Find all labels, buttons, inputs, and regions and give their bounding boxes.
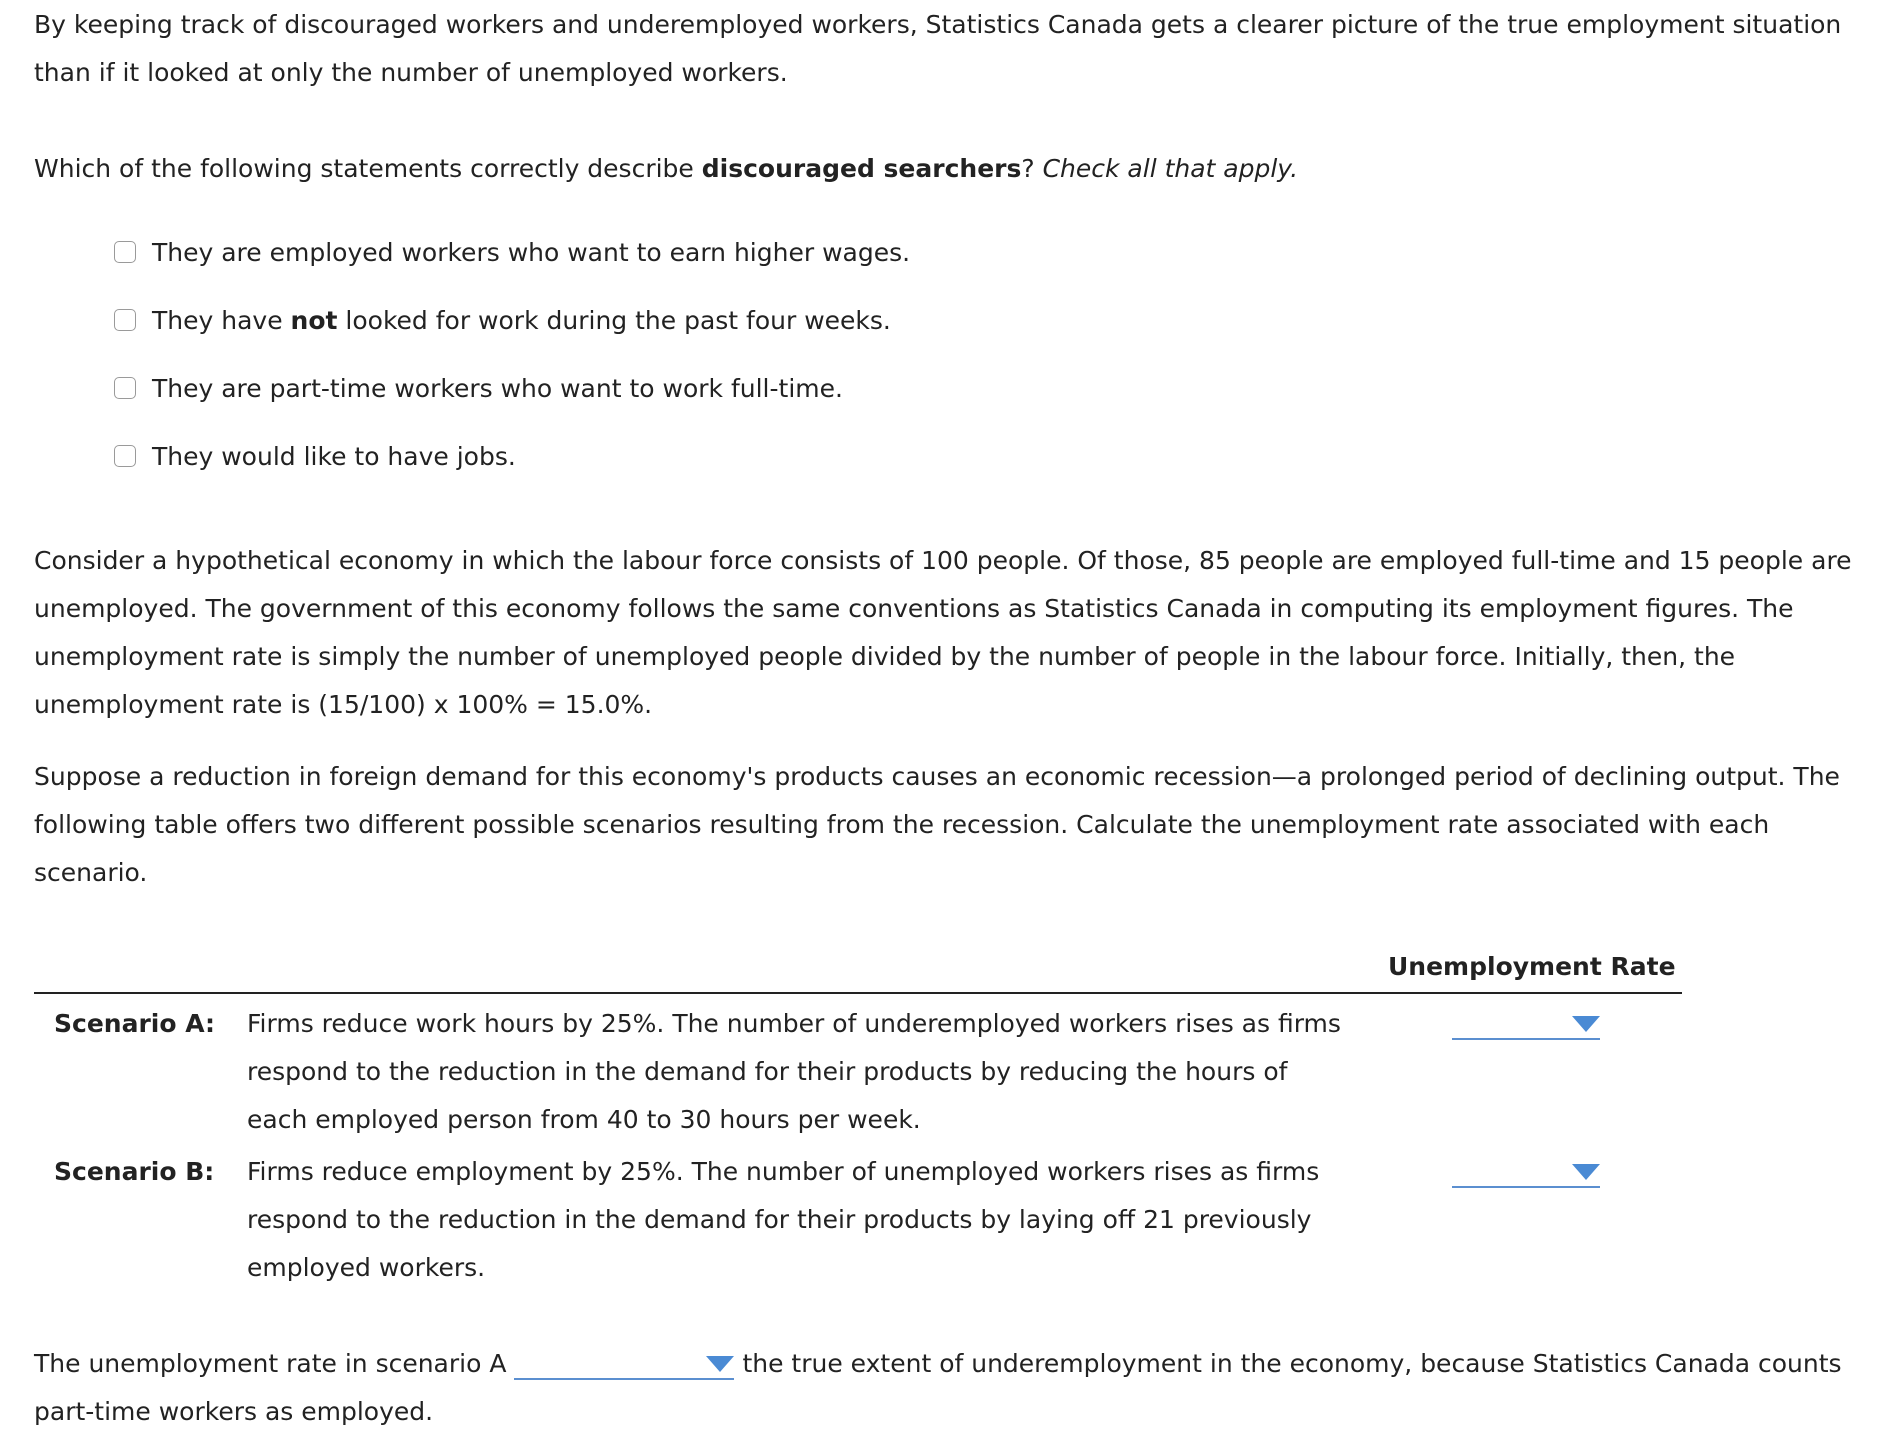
option-0-label: They are employed workers who want to earn higher wages.	[152, 237, 911, 267]
dropdown-arrow-icon[interactable]	[1572, 1016, 1600, 1032]
question-prefix: Which of the following statements correctly describe	[34, 154, 702, 183]
economy-paragraph: Consider a hypothetical economy in which the labour force consists of 100 people. Of those, 85 people are employed full-time and 15 people are unemployed. The government of this economy follows the same conventions as Statistics Canada in computing its employment figures. The unemployment rate is simply the number of unemployed people divided by the number of people in the labour force. Initially, then, the unemployment rate is (15/100) x 100% = 15.0%.	[34, 546, 1852, 719]
option-1[interactable]	[114, 298, 891, 342]
intro-paragraph: By keeping track of discouraged workers and underemployed workers, Statistics Canada gets a clearer picture of the true employment situation than if it looked at only the number of unemployed workers.	[34, 10, 1842, 87]
scenario-a-comparison-dropdown[interactable]	[514, 1348, 734, 1380]
scenario-a-text: Firms reduce work hours by 25%. The number of underemployed workers rises as firms respond to the reduction in the demand for their products by reducing the hours of each employed person from 40 to 30 hours per week.	[247, 1009, 1341, 1134]
question-bold-term: discouraged searchers	[701, 154, 1022, 183]
question-suffix: ?	[1021, 154, 1043, 183]
scenario-b-text: Firms reduce employment by 25%. The number of unemployed workers rises as firms respond to the reduction in the demand for their products by laying off 21 previously employed workers.	[247, 1157, 1320, 1282]
checkbox-1[interactable]	[114, 309, 136, 331]
checkbox-3[interactable]	[114, 445, 136, 467]
question-prompt	[34, 145, 1874, 193]
option-1-bold: not	[290, 305, 338, 335]
final-after: the true extent of underemployment in the economy, because Statistics Canada counts part-time workers as employed.	[34, 1349, 1842, 1426]
scenario-b-rate-dropdown[interactable]	[1452, 1150, 1600, 1188]
dropdown-arrow-icon[interactable]	[706, 1356, 734, 1372]
scenario-a-rate-dropdown[interactable]	[1452, 1002, 1600, 1040]
checkbox-0[interactable]	[114, 241, 136, 263]
final-statement	[34, 1340, 1874, 1436]
option-2-label: They are part-time workers who want to work full-time.	[152, 373, 843, 403]
table-header-unemployment-rate: Unemployment Rate	[1388, 952, 1676, 981]
scenario-b-label: Scenario B:	[54, 1157, 215, 1186]
dropdown-arrow-icon[interactable]	[1572, 1164, 1600, 1180]
option-2[interactable]	[114, 366, 843, 410]
scenario-a-label: Scenario A:	[54, 1009, 216, 1038]
recession-paragraph: Suppose a reduction in foreign demand for this economy's products causes an economic recession—a prolonged period of declining output. The following table offers two different possible scenarios resulting from the recession. Calculate the unemployment rate associated with each scenario.	[34, 762, 1840, 887]
option-1-label	[152, 306, 891, 335]
checkbox-2[interactable]	[114, 377, 136, 399]
option-0[interactable]	[114, 230, 910, 274]
final-before: The unemployment rate in scenario A	[34, 1349, 507, 1378]
option-1-post: looked for work during the past four weeks.	[337, 305, 891, 335]
question-instruction: Check all that apply.	[1042, 154, 1299, 183]
option-1-pre: They have	[152, 305, 291, 335]
option-3[interactable]	[114, 434, 516, 478]
table-divider	[34, 992, 1682, 994]
option-3-label: They would like to have jobs.	[152, 441, 516, 471]
